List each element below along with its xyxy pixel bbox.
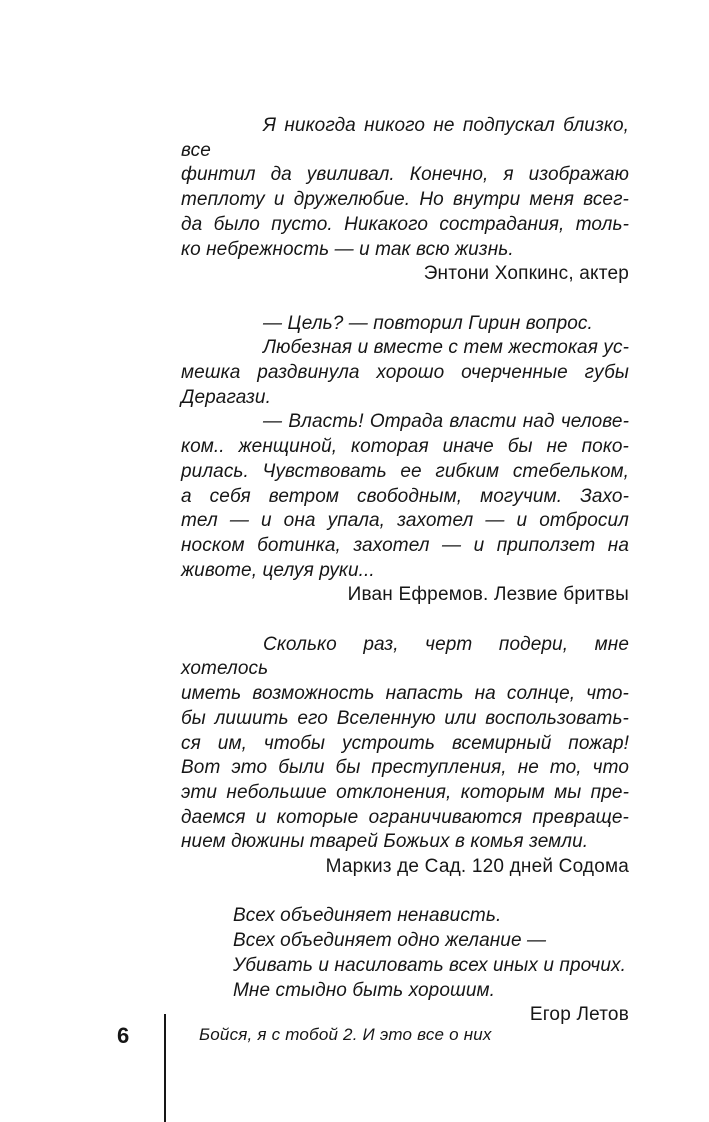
quote-line: бы лишить его Вселенную или воспользовать- bbox=[181, 707, 629, 729]
footer-divider-rule bbox=[164, 1014, 166, 1122]
quote-line: ком.. женщиной, которая иначе бы не поко- bbox=[181, 436, 629, 458]
footer-book-title: Бойся, я с тобой 2. И это все о них bbox=[199, 1025, 492, 1044]
quote-line: Я никогда никого не подпускал близко, все bbox=[181, 115, 629, 161]
quote-line: даемся и которые ограничиваются превраще- bbox=[181, 806, 629, 828]
quote-line: теплоту и дружелюбие. Но внутри меня всег- bbox=[181, 189, 629, 211]
quote-line: финтил да увиливал. Конечно, я изображаю bbox=[181, 164, 629, 186]
quote-attribution: Энтони Хопкинс, актер bbox=[423, 263, 629, 285]
quote-line: иметь возможность напасть на солнце, что- bbox=[181, 683, 629, 705]
quote-line: рилась. Чувствовать ее гибким стебельком, bbox=[181, 460, 629, 482]
quote-line: а себя ветром свободным, могучим. Захо- bbox=[181, 485, 629, 507]
quote-line: Убивать и насиловать всех иных и прочих. bbox=[233, 954, 626, 976]
epigraph-block bbox=[181, 904, 629, 1028]
quote-line: Мне стыдно быть хорошим. bbox=[233, 979, 496, 1001]
quote-line: животе, целуя руки... bbox=[181, 559, 375, 581]
epigraph-block bbox=[181, 312, 629, 608]
epigraph-block bbox=[181, 114, 629, 287]
quote-line: Всех объединяет одно желание — bbox=[233, 930, 547, 952]
quote-line: да было пусто. Никакого сострадания, толь- bbox=[181, 213, 629, 235]
quote-line: эти небольшие отклонения, которым мы пре- bbox=[181, 781, 629, 803]
quote-line: носком ботинка, захотел — и приползет на bbox=[181, 534, 629, 556]
quote-line: Сколько раз, черт подери, мне хотелось bbox=[181, 633, 629, 680]
quote-line: Любезная и вместе с тем жестокая ус- bbox=[263, 337, 629, 359]
quote-line: — Цель? — повторил Гирин вопрос. bbox=[263, 312, 593, 334]
epigraphs-column bbox=[181, 114, 629, 1053]
quote-line: Дерагази. bbox=[181, 386, 271, 408]
quote-line: ко небрежность — и так всю жизнь. bbox=[181, 238, 514, 260]
quote-line: тел — и она упала, захотел — и отбросил bbox=[181, 510, 629, 532]
quote-attribution: Маркиз де Сад. 120 дней Содома bbox=[325, 856, 629, 878]
quote-line: мешка раздвинула хорошо очерченные губы bbox=[181, 362, 629, 384]
quote-line: ся им, чтобы устроить всемирный пожар! bbox=[181, 732, 629, 754]
quote-attribution: Иван Ефремов. Лезвие бритвы bbox=[347, 584, 629, 606]
quote-attribution: Егор Летов bbox=[529, 1004, 629, 1026]
quote-line: нием дюжины тварей Божьих в комья земли. bbox=[181, 831, 589, 853]
epigraph-block bbox=[181, 633, 629, 880]
quote-line: — Власть! Отрада власти над челове- bbox=[263, 411, 629, 433]
quote-line: Всех объединяет ненависть. bbox=[233, 905, 502, 927]
quote-line: Вот это были бы преступления, не то, что bbox=[181, 757, 629, 779]
page-number: 6 bbox=[117, 1023, 130, 1048]
